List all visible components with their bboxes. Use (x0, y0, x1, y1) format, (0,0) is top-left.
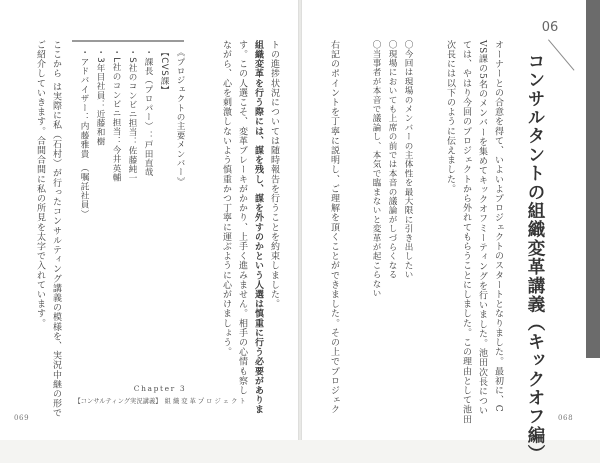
body-line: 右記のポイントを丁寧に説明し、ご理解を頂くことができました。その上でプロジェク (329, 40, 339, 415)
bullet-item: 〇当事者が本音で議論し、本気で臨まないと変革が起こらない (371, 40, 381, 298)
body-line: ここから は実際に私（石村）が行ったコンサルティング講義の模様を、実況中継の形で (51, 40, 61, 418)
member-item: ・アドバイザー：内藤雅貴 （嘱託社員） (79, 48, 89, 219)
section-edge-bar (586, 0, 600, 358)
member-item: ・L社のコンビニ担当：今井英輔 (111, 48, 121, 183)
members-heading: 《プロジェクトの主要メンバー》 (175, 48, 185, 186)
member-item: ・S社のコンビニ担当：佐藤純一 (127, 48, 137, 183)
page-number-right: 068 (558, 414, 574, 422)
body-line: オーナーとの合意を得て、いよいよプロジェクトのスタートとなりました。最初に、C (493, 40, 503, 413)
section-number: 06 (541, 20, 559, 35)
body-line: ご紹介していきます。合間合間に私の所見を太字で入れています。 (35, 40, 45, 328)
members-top-rule (72, 40, 184, 42)
bullet-item: 〇現場においても上席の前では本音の議論がしづらくなる (387, 40, 397, 280)
bullet-item: 〇今回は現場のメンバーの主体性を最大限に引き出したい (403, 40, 413, 280)
chapter-label: Chapter 3 (133, 384, 187, 393)
body-line: ながら、心を刺激しないよう慎重かつ丁寧に運ぶように心がけましょう。 (221, 40, 231, 357)
member-item: ・3年目社員：近藤和樹 (95, 48, 105, 147)
page-number-left: 069 (14, 414, 30, 422)
section-title: コンサルタントの組織変革講義（キックオフ編） (525, 52, 545, 463)
chapter-subtitle: 【コンサルティング実況講義】 組 織 変 革 プ ロ ジ ェ ク ト (74, 398, 246, 405)
member-item: ・課長（プロパー）：戸田直哉 (143, 48, 153, 177)
member-item: 【CVS課】 (159, 48, 169, 95)
body-line: 次長には以下のように伝えました。 (445, 40, 455, 194)
body-line: す。この人選こそ、変革ブレーキがかかり、上手く進みません。相手の心情も察し (237, 40, 247, 396)
body-line: ては、やはり今回のプロジェクトから外れてもらうことにしました。この理由として池田 (461, 40, 471, 424)
body-line-bold: 組織変革を行う際には、謀を残し、謀を外すのかという人選は慎重に行う必要がありま (253, 40, 263, 415)
body-line: VS課の5名のメンバーを集めてキックオフミーティングを行いました。池田次長につい (477, 40, 487, 416)
body-line: トの進捗状況については随時報告を行うことを約束しました。 (269, 40, 279, 309)
